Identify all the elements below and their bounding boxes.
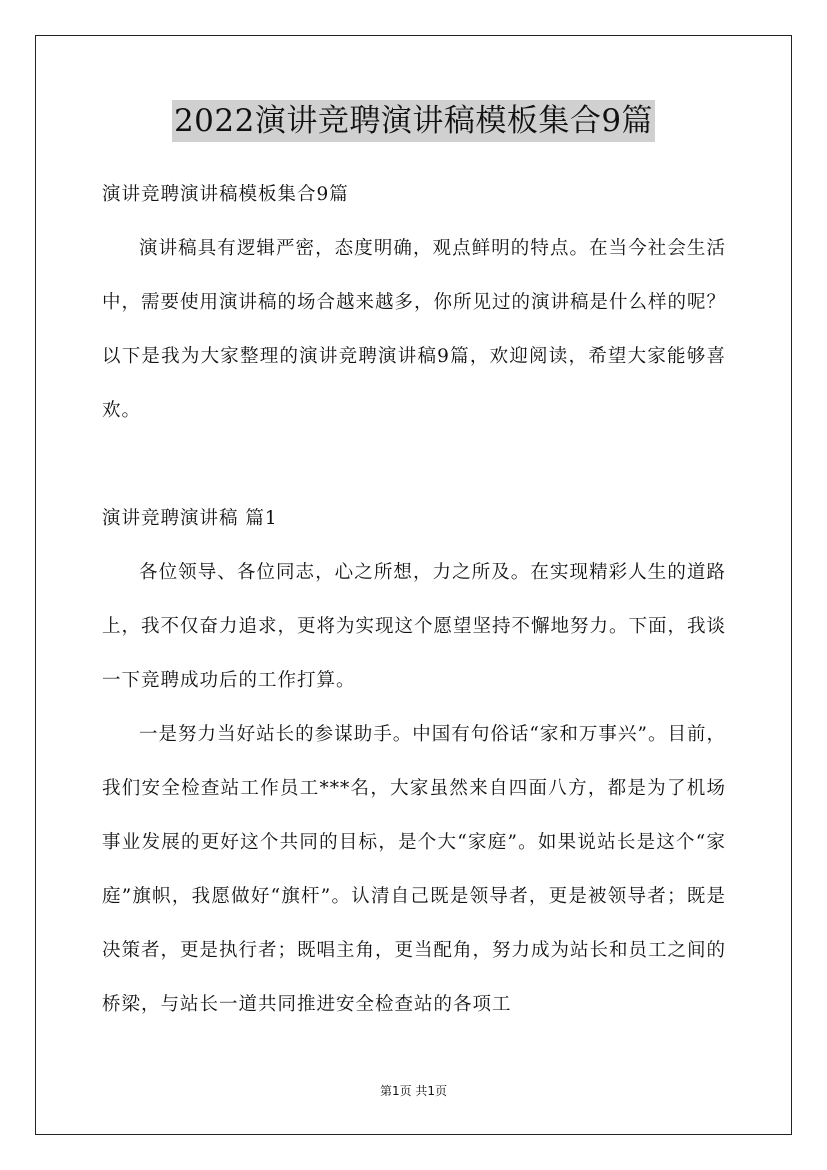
section-heading: 演讲竞聘演讲稿 篇1 [102, 508, 278, 529]
body-paragraph: 各位领导、各位同志，心之所想，力之所及。在实现精彩人生的道路上，我不仅奋力追求，更将为实现这个愿望坚持不懈地努力。下面，我谈一下竞聘成功后的工作打算。 [102, 562, 727, 691]
body-paragraph: 一是努力当好站长的参谋助手。中国有句俗话“家和万事兴”。目前，我们安全检查站工作员工***名，大家虽然来自四面八方，都是为了机场事业发展的更好这个共同的目标，是个大“家庭”。如果说站长是这个“家庭”旗帜，我愿做好“旗杆”。认清自己既是领导者，更是被领导者；既是决策者，更是执行者；既唱主角，更当配角，努力成为站长和员工之间的桥梁，与站长一道共同推进安全检查站的各项工 [102, 724, 727, 1015]
title-container [0, 100, 827, 142]
page-number-footer: 第1页 共1页 [379, 1084, 448, 1098]
document-body [102, 168, 726, 1032]
document-title: 2022演讲竞聘演讲稿模板集合9篇 [172, 100, 655, 142]
document-subtitle: 演讲竞聘演讲稿模板集合9篇 [102, 184, 349, 205]
intro-paragraph: 演讲稿具有逻辑严密，态度明确，观点鲜明的特点。在当今社会生活中，需要使用演讲稿的场合越来越多，你所见过的演讲稿是什么样的呢？以下是我为大家整理的演讲竞聘演讲稿9篇，欢迎阅读，希望大家能够喜欢。 [102, 238, 727, 421]
